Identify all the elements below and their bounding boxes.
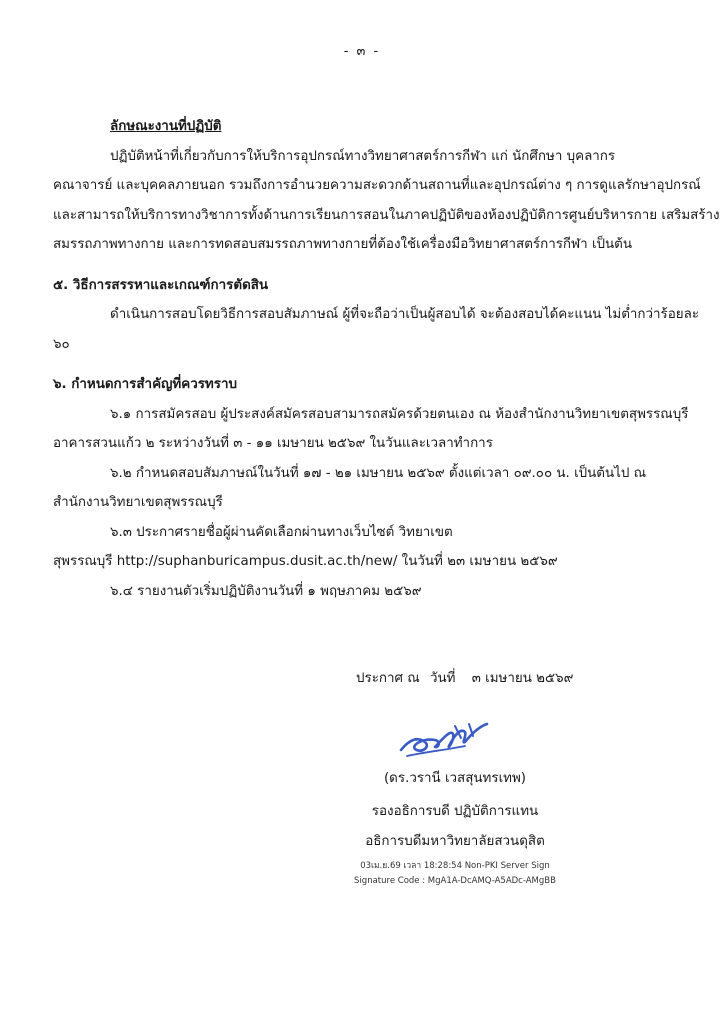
announcement-date-label: วันที่ [429, 671, 456, 686]
schedule-item-6-4 [53, 577, 670, 607]
section5-line: ดำเนินการสอบโดยวิธีการสอบสัมภาษณ์ ผู้ที่จะถือว่าเป็นผู้สอบได้ จะต้องสอบได้คะแนน ไม่ต่ำกว่าร้อยละ [110, 307, 700, 322]
schedule-item-6-3 [53, 518, 670, 577]
work-line: สมรรถภาพทางกาย และการทดสอบสมรรถภาพทางกายที่ต้องใช้เครื่องมือวิทยาศาสตร์การกีฬา เป็นต้น [53, 237, 633, 252]
signer-title: รองอธิการบดี ปฏิบัติการแทน [371, 804, 539, 819]
section5-heading: ๕. วิธีการสรรหาและเกณฑ์การตัดสิน [53, 277, 269, 293]
schedule-line: ๖.๓ ประกาศรายชื่อผู้ผ่านคัดเลือกผ่านทางเว็บไซต์ วิทยาเขต [110, 524, 453, 540]
section6-heading: ๖. กำหนดการสำคัญที่ควรทราบ [53, 377, 237, 392]
schedule-item-6-1 [53, 400, 689, 459]
announcement-label: ประกาศ ณ [356, 671, 420, 686]
page-number: - ๓ - [343, 44, 381, 59]
schedule-line: ๖.๒ กำหนดสอบสัมภาษณ์ในวันที่ ๑๗ - ๒๑ เมษายน ๒๕๖๙ ตั้งแต่เวลา ๐๙.๐๐ น. เป็นต้นไป ณ [110, 465, 647, 481]
work-line: และสามารถให้บริการทางวิชาการทั้งด้านการเรียนการสอนในภาคปฏิบัติของห้องปฏิบัติการศูนย์บริหารกาย เสริมสร้าง [53, 207, 720, 223]
schedule-item-6-2 [53, 459, 670, 518]
digital-signature-stamp: 03เม.ย.69 เวลา 18:28:54 Non-PKI Server Sign [360, 861, 550, 871]
schedule-line: ๖.๑ การสมัครสอบ ผู้ประสงค์สมัครสอบสามารถสมัครด้วยตนเอง ณ ห้องสำนักงานวิทยาเขตสุพรรณบุรี [110, 406, 689, 422]
schedule-line: สำนักงานวิทยาเขตสุพรรณบุรี [53, 495, 223, 510]
schedule-line: อาคารสวนแก้ว ๒ ระหว่างวันที่ ๓ - ๑๑ เมษายน ๒๕๖๙ ในวันและเวลาทำการ [53, 436, 493, 451]
announcement-date-value: ๓ เมษายน ๒๕๖๙ [471, 671, 574, 686]
document-body [53, 112, 720, 606]
digital-signature-code: Signature Code : MgA1A-DcAMQ-A5ADc-AMgBB [354, 876, 556, 886]
signer-title: อธิการบดีมหาวิทยาลัยสวนดุสิต [365, 834, 545, 849]
work-description-paragraph [53, 142, 720, 260]
schedule-line: สุพรรณบุรี http://suphanburicampus.dusit.ac.th/new/ ในวันที่ ๒๓ เมษายน ๒๕๖๙ [53, 554, 558, 569]
section5-line: ๖๐ [53, 336, 70, 352]
signer-name: (ดร.วรานี เวสสุนทรเทพ) [383, 771, 527, 786]
announcement-line [356, 667, 579, 688]
work-line: คณาจารย์ และบุคคลภายนอก รวมถึงการอำนวยความสะดวกด้านสถานที่และอุปกรณ์ต่าง ๆ การดูแลรักษาอุปกรณ์ [53, 178, 701, 193]
schedule-line: ๖.๔ รายงานตัวเริ่มปฏิบัติงานวันที่ ๑ พฤษภาคม ๒๕๖๙ [110, 583, 422, 599]
work-line: ปฏิบัติหน้าที่เกี่ยวกับการให้บริการอุปกรณ์ทางวิทยาศาสตร์การกีฬา แก่ นักศึกษา บุคลากร [110, 148, 616, 164]
handwritten-signature [395, 716, 495, 760]
section5-paragraph [53, 300, 700, 359]
work-description-heading: ลักษณะงานที่ปฏิบัติ [110, 119, 222, 134]
